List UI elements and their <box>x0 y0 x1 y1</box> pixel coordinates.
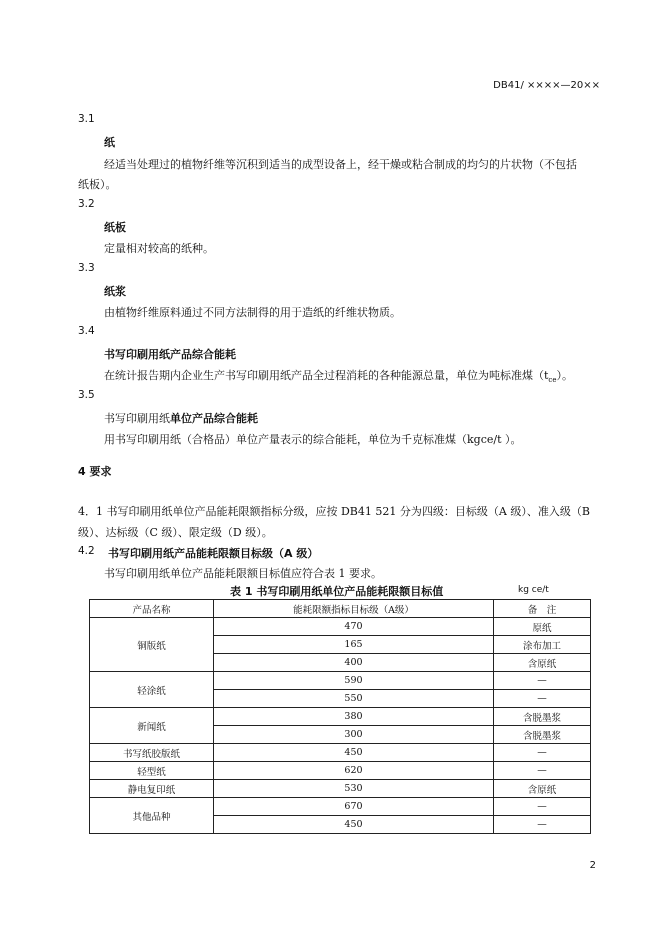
section-3-4-definition <box>104 367 573 384</box>
table-row <box>90 708 591 726</box>
section-3-5-term-a: 书写印刷用纸 <box>104 412 170 425</box>
section-4-2-number: 4.2 <box>78 545 95 557</box>
section-3-5-number: 3.5 <box>78 389 95 401</box>
note-cell: — <box>494 744 591 762</box>
section-3-3-definition: 由植物纤维原料通过不同方法制得的用于造纸的纤维状物质。 <box>104 306 401 319</box>
note-cell: — <box>494 690 591 708</box>
product-name-cell: 新闻纸 <box>90 708 214 744</box>
limit-value-cell: 400 <box>214 654 494 672</box>
product-name-cell: 铜版纸 <box>90 618 214 672</box>
note-cell: 含原纸 <box>494 780 591 798</box>
table-header-row <box>90 600 591 618</box>
section-3-1-number: 3.1 <box>78 113 95 125</box>
table-row <box>90 672 591 690</box>
limit-value-cell: 300 <box>214 726 494 744</box>
product-name-cell: 书写纸胶版纸 <box>90 744 214 762</box>
limit-value-cell: 450 <box>214 816 494 834</box>
table-header-cell: 产品名称 <box>90 600 214 618</box>
limit-value-cell: 670 <box>214 798 494 816</box>
section-3-1-definition: 经适当处理过的植物纤维等沉积到适当的成型设备上，经干燥或粘合制成的均匀的片状物（不包括 <box>104 158 577 171</box>
limit-value-cell: 165 <box>214 636 494 654</box>
section-3-4-subscript: ce <box>548 376 557 385</box>
note-cell: 涂布加工 <box>494 636 591 654</box>
note-cell: 含脱墨浆 <box>494 726 591 744</box>
table-row <box>90 762 591 780</box>
table-row <box>90 618 591 636</box>
note-cell: 含原纸 <box>494 654 591 672</box>
note-cell: — <box>494 816 591 834</box>
note-cell: — <box>494 672 591 690</box>
table-row <box>90 744 591 762</box>
limit-value-cell: 620 <box>214 762 494 780</box>
section-3-1-term: 纸 <box>104 136 115 149</box>
table-header-cell: 备 注 <box>494 600 591 618</box>
section-3-3-number: 3.3 <box>78 262 95 274</box>
limit-value-cell: 590 <box>214 672 494 690</box>
section-3-4-number: 3.4 <box>78 325 95 337</box>
product-name-cell: 轻型纸 <box>90 762 214 780</box>
note-cell: — <box>494 762 591 780</box>
limit-value-cell: 380 <box>214 708 494 726</box>
limit-value-cell: 470 <box>214 618 494 636</box>
document-id-header: DB41/ ××××—20×× <box>493 80 600 91</box>
section-3-4-definition-end: ）。 <box>556 369 573 382</box>
section-3-5-definition: 用书写印刷用纸（合格品）单位产量表示的综合能耗，单位为千克标准煤（kgce/t ）。 <box>104 433 522 446</box>
section-3-2-term: 纸板 <box>104 221 126 234</box>
note-cell: — <box>494 798 591 816</box>
section-4-2-heading: 书写印刷用纸产品能耗限额目标级（A 级） <box>108 547 319 560</box>
section-4-1-line2: 级）、达标级（C 级）、限定级（D 级）。 <box>78 526 273 539</box>
section-3-3-term: 纸浆 <box>104 285 126 298</box>
energy-limit-table <box>89 599 591 834</box>
section-3-5-term <box>104 410 258 426</box>
section-3-5-term-b: 单位产品综合能耗 <box>170 412 258 425</box>
product-name-cell: 其他品种 <box>90 798 214 834</box>
section-3-4-term: 书写印刷用纸产品综合能耗 <box>104 348 236 361</box>
table-1-caption: 表 1 书写印刷用纸单位产品能耗限额目标值 <box>230 585 444 598</box>
table-1-unit: kg ce/t <box>518 585 549 595</box>
product-name-cell: 轻涂纸 <box>90 672 214 708</box>
limit-value-cell: 550 <box>214 690 494 708</box>
table-header-cell: 能耗限额指标目标级（A级） <box>214 600 494 618</box>
section-3-1-definition-cont: 纸板）。 <box>78 178 117 191</box>
table-row <box>90 798 591 816</box>
page-number: 2 <box>589 860 596 871</box>
product-name-cell: 静电复印纸 <box>90 780 214 798</box>
limit-value-cell: 530 <box>214 780 494 798</box>
note-cell: 含脱墨浆 <box>494 708 591 726</box>
section-4-heading: 4 要求 <box>78 465 112 478</box>
section-4-2-text: 书写印刷用纸单位产品能耗限额目标值应符合表 1 要求。 <box>104 567 382 580</box>
section-4-1-line1: 4．1 书写印刷用纸单位产品能耗限额指标分级，应按 DB41 521 分为四级：目标级（A 级）、准入级（B <box>78 505 590 518</box>
section-3-4-definition-main: 在统计报告期内企业生产书写印刷用纸产品全过程消耗的各种能源总量，单位为吨标准煤（t <box>104 369 549 382</box>
limit-value-cell: 450 <box>214 744 494 762</box>
section-3-2-definition: 定量相对较高的纸种。 <box>104 242 214 255</box>
note-cell: 原纸 <box>494 618 591 636</box>
table-row <box>90 780 591 798</box>
section-3-2-number: 3.2 <box>78 198 95 210</box>
